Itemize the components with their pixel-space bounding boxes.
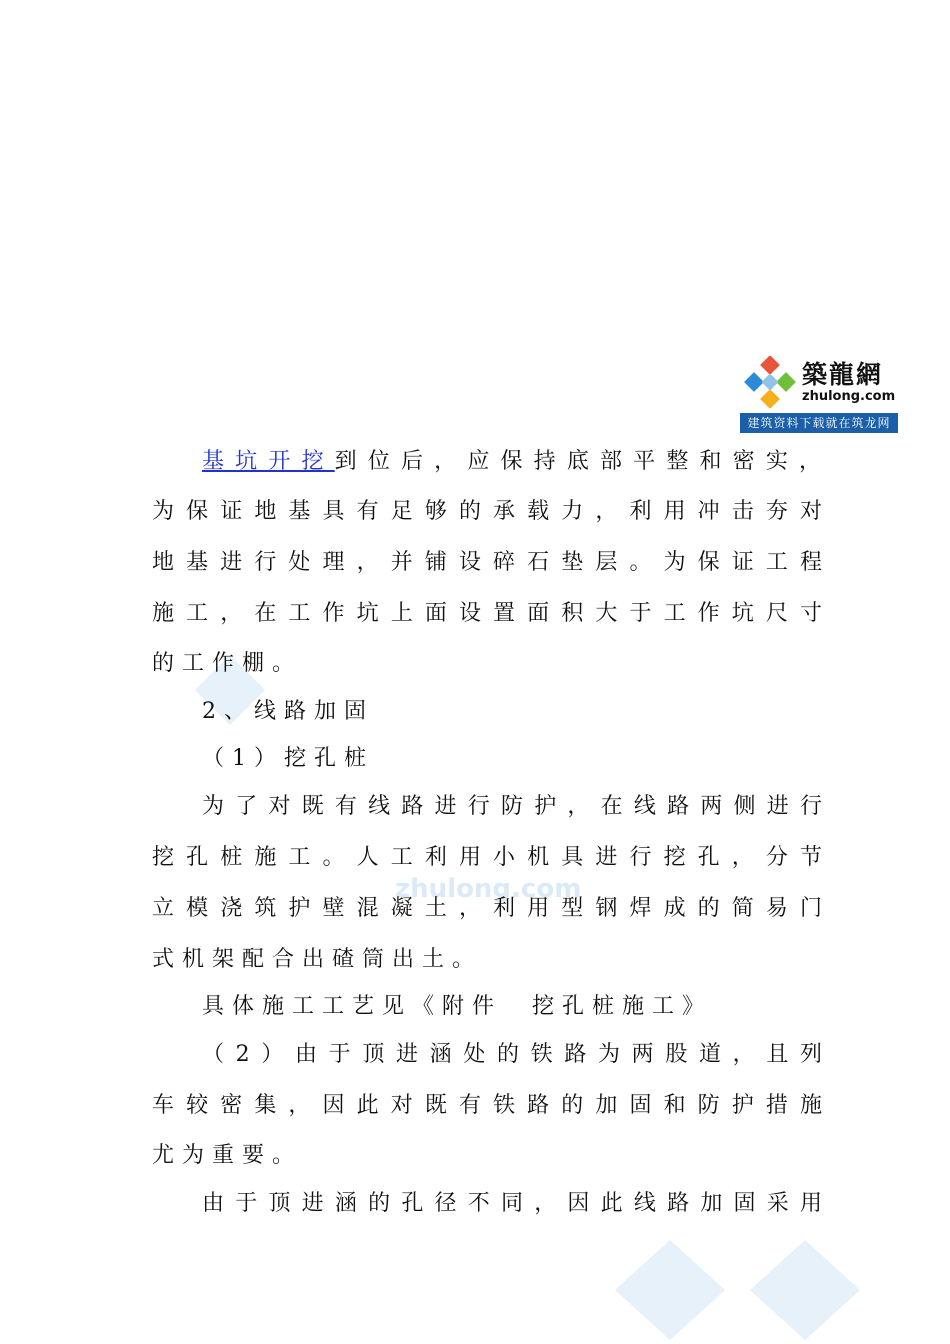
paragraph-line: 施工，在工作坑上面设置面积大于工作坑尺寸 — [152, 601, 830, 626]
keyword-link[interactable]: 基坑开挖 — [202, 449, 335, 474]
paragraph-line: 具体施工工艺见《附件 挖孔桩施工》 — [202, 994, 713, 1019]
paragraph-line: 车较密集，因此对既有铁路的加固和防护措施 — [152, 1093, 830, 1118]
logo-name: 築龍網 — [802, 360, 884, 389]
paragraph-line: 立模浇筑护壁混凝土，利用型钢焊成的简易门 — [152, 896, 830, 921]
paragraph-line: 尤为重要。 — [152, 1143, 303, 1168]
paragraph-line: 地基进行处理，并铺设碎石垫层。为保证工程 — [152, 550, 830, 575]
paragraph-line: 挖孔桩施工。人工利用小机具进行挖孔，分节 — [152, 845, 830, 870]
zhulong-logo — [740, 353, 898, 433]
paragraph-line: 为了对既有线路进行防护，在线路两侧进行 — [202, 794, 830, 819]
logo-tagline: 建筑资料下载就在筑龙网 — [740, 413, 898, 433]
paragraph-line — [202, 446, 830, 478]
paragraph-line: 的工作棚。 — [152, 651, 303, 676]
watermark-emblem-icon — [615, 1240, 725, 1340]
paragraph-text: 到位后，应保持底部平整和密实， — [334, 449, 830, 474]
paragraph-line: （2）由于顶进涵处的铁路为两股道，且列 — [202, 1042, 830, 1067]
paragraph-line: 式机架配合出碴筒出土。 — [152, 947, 483, 972]
section-heading: 2、线路加固 — [202, 699, 374, 724]
watermark-text: zhulong.com — [395, 874, 582, 904]
paragraph-line: 为保证地基具有足够的承载力，利用冲击夯对 — [152, 499, 830, 524]
watermark-emblem-icon — [750, 1240, 860, 1340]
logo-domain: zhulong.com — [802, 389, 896, 404]
paragraph-line: 由于顶进涵的孔径不同，因此线路加固采用 — [202, 1191, 830, 1216]
subsection-heading: （1）挖孔桩 — [202, 746, 374, 771]
zhulong-logo-icon — [744, 356, 796, 408]
